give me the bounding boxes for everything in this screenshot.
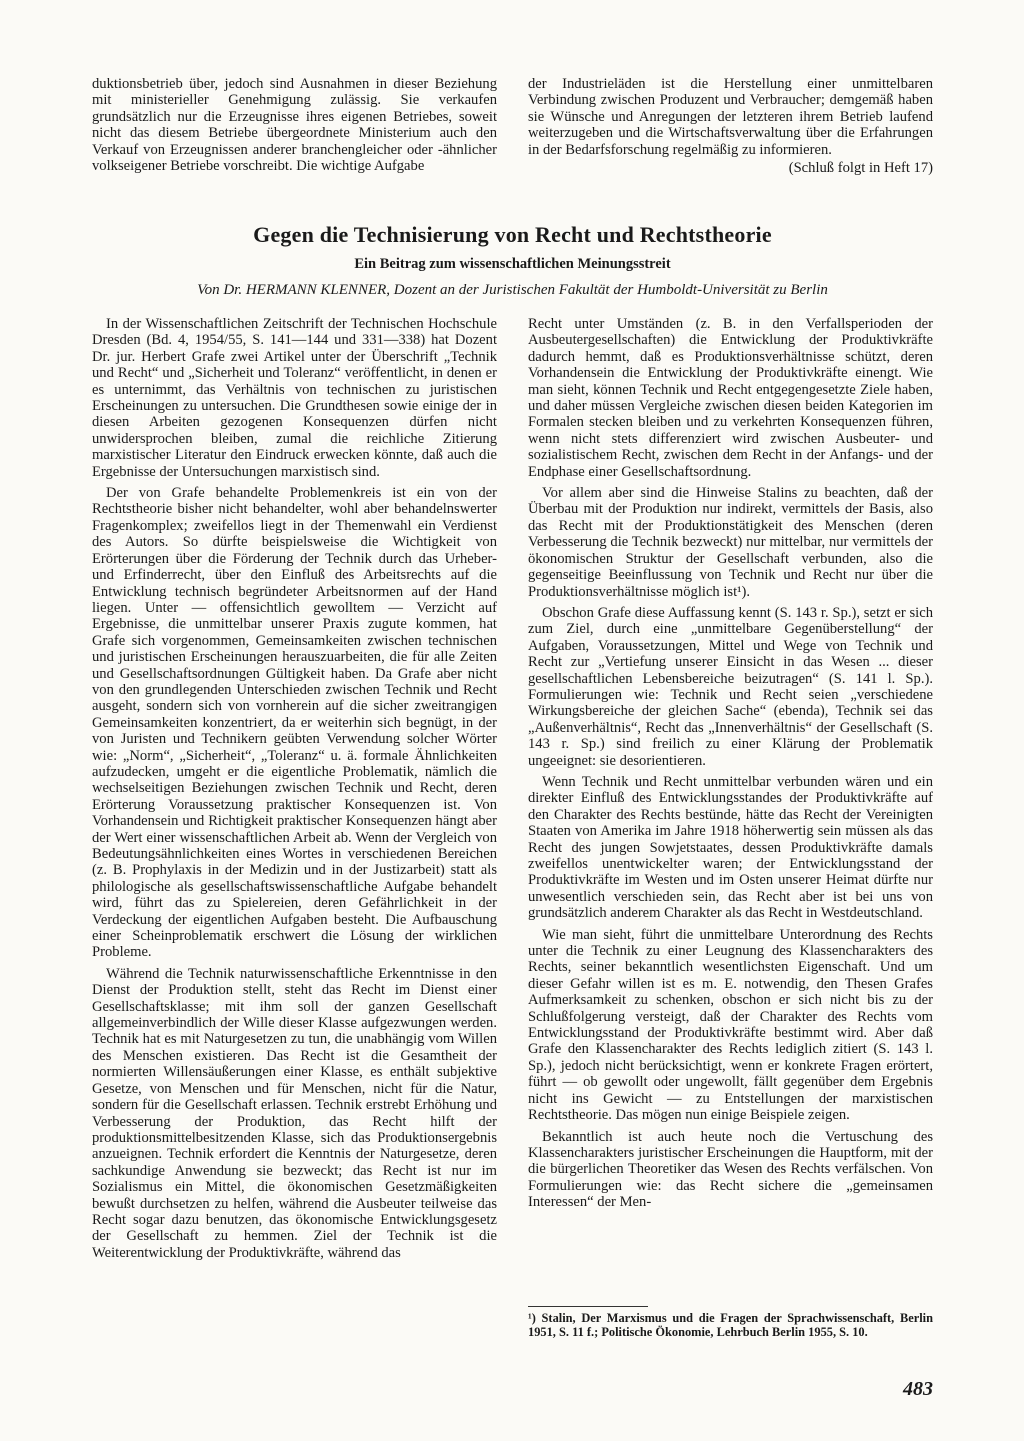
- page-number: 483: [903, 1378, 933, 1400]
- previous-article-text-left: duktionsbetrieb über, jedoch sind Ausnahmen in dieser Beziehung mit ministerieller Genehmigung zulässig. Sie verkaufen grundsätzlich nur die Erzeugnisse ihres eigenen Betriebes, soweit nicht das diesem Betriebe übergeordnete Ministerium auch den Verkauf von Erzeugnissen anderer branchengleicher oder -ähnlicher volkseigener Betriebe vorschreibt. Die wichtige Aufgabe: [92, 76, 497, 175]
- paragraph: Wenn Technik und Recht unmittelbar verbunden wären und ein direkter Einfluß des Entwicklungsstandes der Produktivkräfte auf den Charakter des Rechts bestünde, hätte das Recht der Vereinigten Staaten von Amerika im Jahre 1918 höherwertig sein müssen als das Recht des jungen Sowjetstaates, dessen Produktivkräfte damals zweifellos unentwickelter waren; der Entwicklungsstand der Produktivkräfte im Westen und im Osten unserer Heimat dürfte nur unwesentlich verschieden sein, das Recht aber ist bei uns von grundsätzlich anderem Charakter als das Recht in Westdeutschland.: [528, 773, 933, 922]
- paragraph: Wie man sieht, führt die unmittelbare Unterordnung des Rechts unter die Technik zu einer Leugnung des Klassencharakters des Rechts, seiner bekanntlich wesentlichsten Eigenschaft. Und um dieser Gefahr willen ist es m. E. notwendig, den Thesen Grafes Aufmerksamkeit zu schenken, obschon er sich nicht bis zu der Schlußfolgerung versteigt, daß der Charakter des Rechts vom Entwicklungsstand der Produktivkräfte bestimmt wird. Aber daß Grafe den Klassencharakter des Rechts lediglich zitiert (S. 143 l. Sp.), jedoch nicht berücksichtigt, wenn er konkrete Fragen erörtert, führt — ob gewollt oder ungewollt, fällt gegenüber dem Ergebnis nicht ins Gewicht — zu Entstellungen der marxistischen Rechtstheorie. Das mögen nun einige Beispiele zeigen.: [528, 926, 933, 1124]
- previous-article-left-column: [92, 76, 497, 174]
- paragraph: Vor allem aber sind die Hinweise Stalins zu beachten, daß der Überbau mit der Produktion nur indirekt, vermittels der Basis, also das Recht mit der Produktionstätigkeit des Menschen (deren Verbesserung die Technik bezweckt) nur mittelbar, nur vermittels der ökonomischen Struktur der Gesellschaft verbunden, also die gegenseitige Beeinflussung von Technik und Recht nur über die Produktionsverhältnisse möglich ist¹).: [528, 485, 933, 600]
- paragraph: Recht unter Umständen (z. B. in den Verfallsperioden der Ausbeutergesellschaften) die Entwicklung der Produktivkräfte dadurch hemmt, daß es Produktionsverhältnisse schützt, deren Vorhandensein die Entwicklung der Produktivkräfte einengt. Wie man sieht, können Technik und Recht entgegengesetzte Ziele haben, und daher müssen Vergleiche zwischen diesen beiden Kategorien im Formalen stecken bleiben und zu verkehrten Konsequenzen führen, wenn nicht stets differenziert wird zwischen Ausbeuter- und sozialistischem Recht, zwischen dem Recht in der Anfangs- und der Endphase einer Gesellschaftsordnung.: [528, 316, 933, 480]
- previous-article-right-column: [528, 76, 933, 176]
- article-subtitle: Ein Beitrag zum wissenschaftlichen Meinungsstreit: [354, 256, 671, 272]
- footnote-divider: [528, 1306, 648, 1307]
- footnote: ¹) Stalin, Der Marxismus und die Fragen der Sprachwissenschaft, Berlin 1951, S. 11 f.; Politische Ökonomie, Lehrbuch Berlin 1955, S. 10.: [528, 1311, 933, 1340]
- article-byline: Von Dr. HERMANN KLENNER, Dozent an der Juristischen Fakultät der Humboldt-Universität zu Berlin: [197, 282, 828, 298]
- article-title: Gegen die Technisierung von Recht und Rechtstheorie: [253, 222, 772, 247]
- paragraph: In der Wissenschaftlichen Zeitschrift der Technischen Hochschule Dresden (Bd. 4, 1954/55, S. 141—144 und 331—338) hat Dozent Dr. jur. Herbert Grafe zwei Artikel unter der Überschrift „Technik und Recht“ und „Sicherheit und Toleranz“ veröffentlicht, in denen er es unternimmt, das Verhältnis von technischen zu juristischen Erscheinungen zu untersuchen. Die Grundthesen sowie einige der in diesen Arbeiten gezogenen Konsequenzen dürfen nicht unwidersprochen bleiben, zumal die reichliche Zitierung marxistischer Literatur den Eindruck erwecken könnte, daß auch die Ergebnisse der Untersuchungen marxistisch sind.: [92, 316, 497, 480]
- continuation-note: (Schluß folgt in Heft 17): [788, 160, 933, 177]
- paragraph: Obschon Grafe diese Auffassung kennt (S. 143 r. Sp.), setzt er sich zum Ziel, durch eine „unmittelbare Gegenüberstellung“ der Aufgaben, Voraussetzungen, Mittel und Wege von Technik und Recht zur „Vertiefung unserer Einsicht in das Wesen ... dieser gesellschaftlichen Lebensbereiche beizutragen“ (S. 141 l. Sp.). Formulierungen wie: Technik und Recht seien „verschiedene Wirkungsbereiche der gleichen Sache“ (ebenda), Technik sei das „Außenverhältnis“, Recht das „Innenverhältnis“ der Gesellschaft (S. 143 r. Sp.) sind freilich zu einer Klärung der Problematik ungeeignet: sie desorientieren.: [528, 604, 933, 769]
- previous-article-text-right: der Industrieläden ist die Herstellung einer unmittelbaren Verbindung zwischen Produzent und Verbraucher; demgemäß haben sie Wünsche und Anregungen der letzteren ihrem Betrieb laufend weiterzugeben und die Wirtschaftsverwaltung über die Erfahrungen in der Bedarfsforschung regelmäßig zu informieren.: [528, 76, 933, 158]
- article-left-column: [92, 316, 497, 1261]
- paragraph: Bekanntlich ist auch heute noch die Vertuschung des Klassencharakters juristischer Erscheinungen die Hauptform, mit der die bürgerlichen Theoretiker das Wesen des Rechts verfälschen. Von Formulierungen wie: das Recht sichere die „gemeinsamen Interessen“ der Men-: [528, 1128, 933, 1211]
- article-right-column: [528, 316, 933, 1211]
- paragraph: Während die Technik naturwissenschaftliche Erkenntnisse in den Dienst der Produktion stellt, steht das Recht im Dienst einer Gesellschaftsklasse; mit ihm soll der ganzen Gesellschaft allgemeinverbindlich der Wille dieser Klasse aufgezwungen werden. Technik hat es mit Naturgesetzen zu tun, die unabhängig vom Willen des Menschen existieren. Das Recht ist die Gesamtheit der normierten Willensäußerungen einer Klasse, es enthält subjektive Gesetze, von Menschen und für Menschen, nicht für die Natur, sondern für die Gesellschaft erlassen. Technik erstrebt Erhöhung und Verbesserung der Produktion, das Recht hilft der produktionsmittelbesitzenden Klasse, sich das Produktionsergebnis anzueignen. Technik erfordert die Kenntnis der Naturgesetze, deren sachkundige Anwendung sie bezweckt; das Recht ist nur im Sozialismus ein Mittel, die ökonomischen Gesetzmäßigkeiten bewußt durchsetzen zu helfen, während die Ausbeuter teilweise das Recht sogar dazu benutzen, das ökonomische Entwicklungsgesetz der Gesellschaft zu hemmen. Ziel der Technik ist die Weiterentwicklung der Produktivkräfte, während das: [92, 965, 497, 1261]
- paragraph: Der von Grafe behandelte Problemenkreis ist ein von der Rechtstheorie bisher nicht behandelter, wohl aber behandelnswerter Fragenkomplex; zweifellos liegt in der Themenwahl ein Verdienst des Autors. So dürfte beispielsweise die Wichtigkeit von Erörterungen über die Förderung der Technik durch das Urheber- und Erfinderrecht, über den Einfluß des Arbeitsrechts auf die Entwicklung technisch begründeter Arbeitsnormen auf der Hand liegen. Unter — offensichtlich gewolltem — Verzicht auf Ergebnisse, die unmittelbar unserer Praxis zugute kommen, hat Grafe sich vorgenommen, Gemeinsamkeiten zwischen technischen und juristischen Erscheinungen herauszuarbeiten, die für alle Zeiten und Gesellschaftsordnungen Gültigkeit haben. Da Grafe aber nicht von den grundlegenden Unterschieden zwischen Technik und Recht ausgeht, sondern sich von vornherein auf die sicher zweitrangigen Gemeinsamkeiten konzentriert, da er weiterhin sich begnügt, in der von Juristen und Technikern geübten Verwendung solcher Wörter wie: „Norm“, „Sicherheit“, „Toleranz“ u. ä. formale Ähnlichkeiten aufzudecken, umgeht er die eigentliche Problematik, nämlich die wechselseitigen Beziehungen zwischen Technik und Recht, deren Erörterung Voraussetzung praktischer Konsequenzen ist. Von Vorhandensein und Richtigkeit praktischer Konsequenzen hängt aber der Wert einer wissenschaftlichen Arbeit ab. Wenn der Vergleich von Bedeutungsähnlichkeiten eines Wortes in verschiedenen Bereichen (z. B. Prophylaxis in der Medizin und in der Justizarbeit) statt als philologische als gesellschaftswissenschaftliche Aufgabe behandelt wird, führt das zu Spielereien, deren Gefährlichkeit in der Verdeckung der eigentlichen Aufgaben besteht. Die Aufbauschung einer Scheinproblematik erschwert die Lösung der wirklichen Probleme.: [92, 485, 497, 961]
